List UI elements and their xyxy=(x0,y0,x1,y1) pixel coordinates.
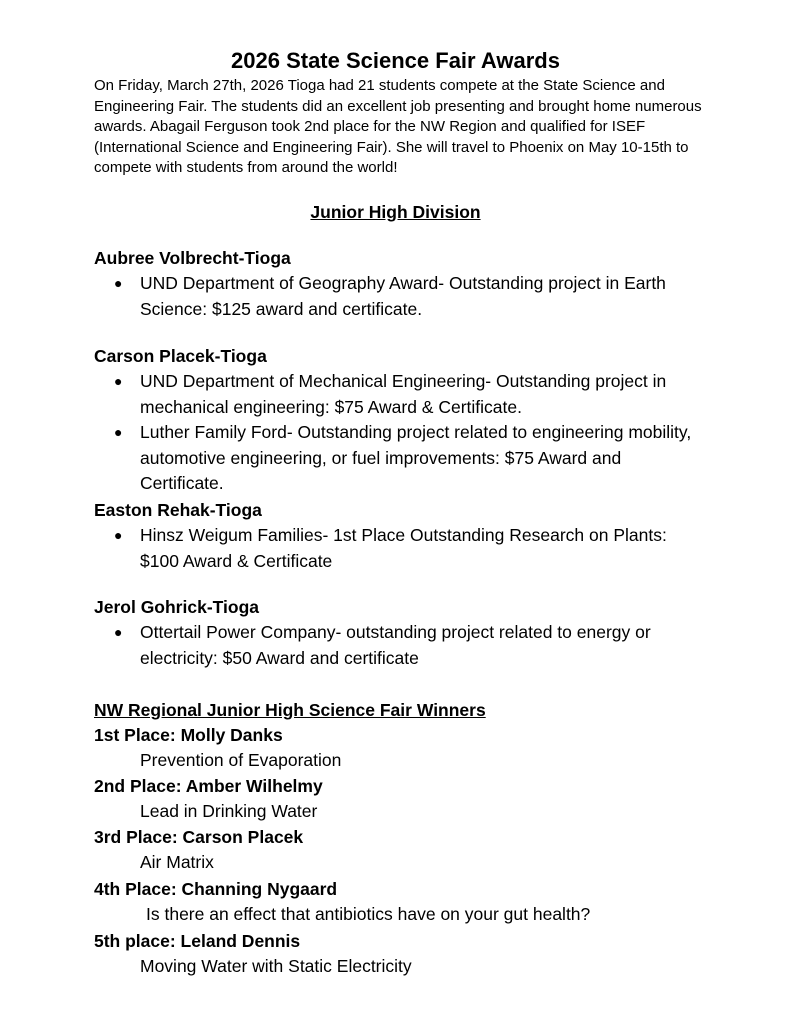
winner-place: 4th Place: Channing Nygaard xyxy=(94,879,338,899)
winner-project: Is there an effect that antibiotics have on your gut health? xyxy=(146,904,591,924)
winner-entry xyxy=(94,929,694,980)
award-text: UND Department of Geography Award- Outstanding project in Earth Science: $125 award and certificate. xyxy=(140,273,666,319)
award-text: Hinsz Weigum Families- 1st Place Outstanding Research on Plants: $100 Award & Certificate xyxy=(140,525,667,571)
award-item xyxy=(94,369,704,420)
winner-project: Moving Water with Static Electricity xyxy=(140,956,412,976)
bullet-icon: ● xyxy=(114,424,123,440)
winner-entry xyxy=(94,723,694,774)
intro-paragraph: On Friday, March 27th, 2026 Tioga had 21 students compete at the State Science and Engineering Fair. The students did an excellent job presenting and brought home numerous awards. Abagail Ferguson took 2nd place for the NW Region and qualified for ISEF (International Science and Engineering Fair). She will travel to Phoenix on May 10-15th to compete with students from around the world! xyxy=(94,77,702,176)
award-list xyxy=(94,271,704,322)
regional-winners-heading: NW Regional Junior High Science Fair Winners xyxy=(94,700,486,720)
bullet-icon: ● xyxy=(114,527,123,543)
student-name: Carson Placek-Tioga xyxy=(94,346,267,366)
winner-place: 2nd Place: Amber Wilhelmy xyxy=(94,776,323,796)
award-item xyxy=(94,271,704,322)
winner-project: Air Matrix xyxy=(140,852,214,872)
bullet-icon: ● xyxy=(114,624,123,640)
award-item xyxy=(94,620,704,671)
award-text: Luther Family Ford- Outstanding project related to engineering mobility, automotive engineering, or fuel improvements: $75 Award and Certificate. xyxy=(140,422,692,493)
winner-project: Lead in Drinking Water xyxy=(140,801,318,821)
award-item xyxy=(94,523,704,574)
winner-entry xyxy=(94,825,694,876)
award-text: Ottertail Power Company- outstanding project related to energy or electricity: $50 Award and certificate xyxy=(140,622,651,668)
winner-place: 5th place: Leland Dennis xyxy=(94,931,301,951)
winner-place: 3rd Place: Carson Placek xyxy=(94,827,304,847)
winner-entry xyxy=(94,774,694,825)
bullet-icon: ● xyxy=(114,373,123,389)
winner-project: Prevention of Evaporation xyxy=(140,750,342,770)
student-name: Aubree Volbrecht-Tioga xyxy=(94,248,291,268)
division-heading: Junior High Division xyxy=(310,202,481,222)
award-list xyxy=(94,369,704,497)
page-title: 2026 State Science Fair Awards xyxy=(231,48,560,73)
winner-place: 1st Place: Molly Danks xyxy=(94,725,283,745)
award-list xyxy=(94,620,704,671)
award-text: UND Department of Mechanical Engineering- Outstanding project in mechanical engineering: $75 Award & Certificate. xyxy=(140,371,667,417)
award-item xyxy=(94,420,704,497)
student-name: Jerol Gohrick-Tioga xyxy=(94,597,259,617)
student-name: Easton Rehak-Tioga xyxy=(94,500,262,520)
winner-entry xyxy=(94,877,694,928)
bullet-icon: ● xyxy=(114,275,123,291)
award-list xyxy=(94,523,704,574)
